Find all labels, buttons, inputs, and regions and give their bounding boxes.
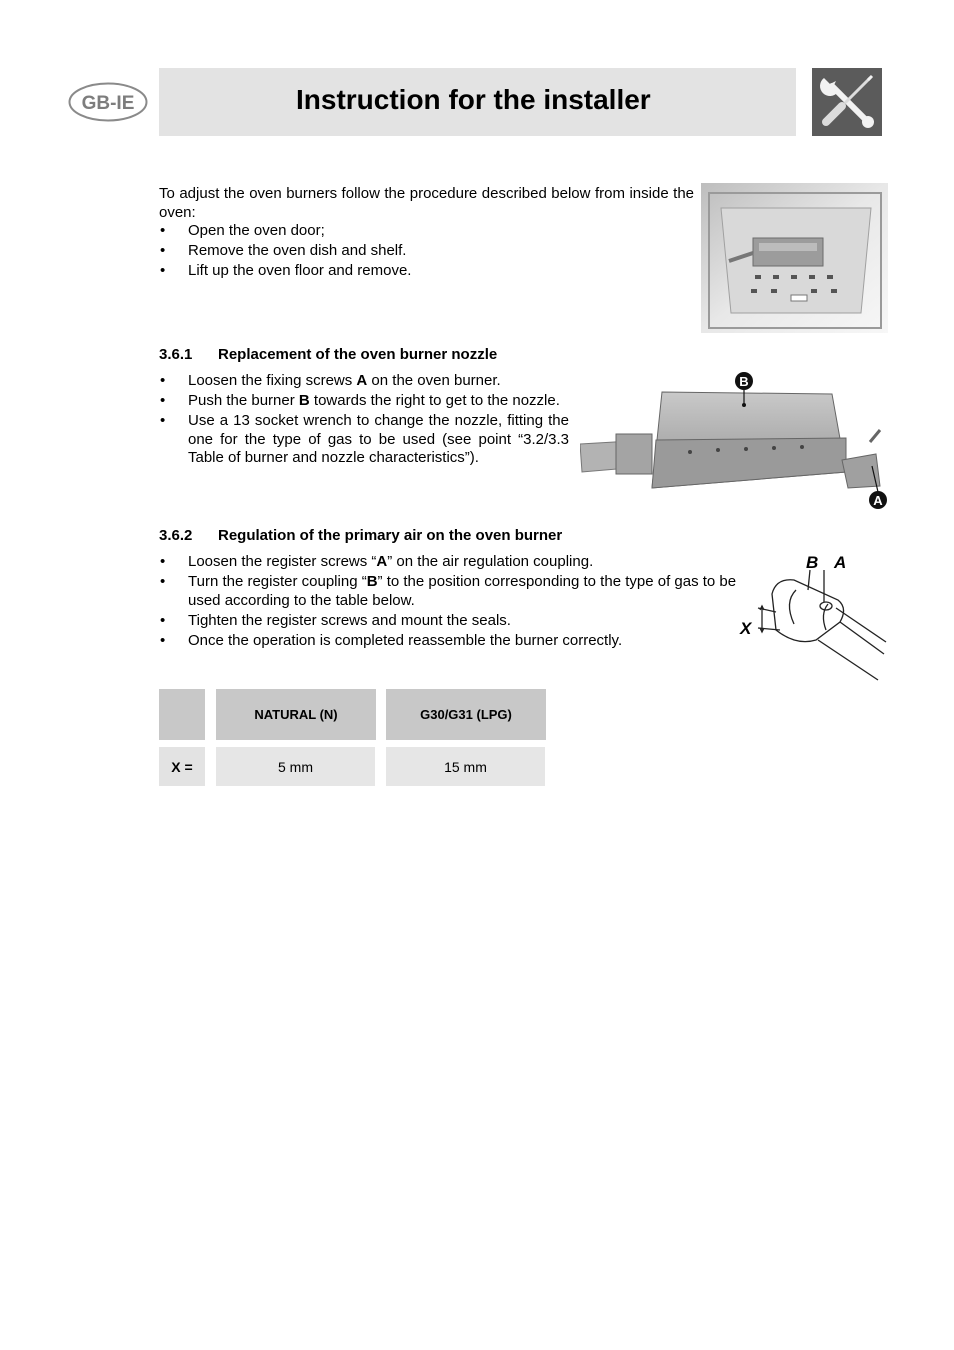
gb-ie-logo — [68, 82, 148, 122]
page-title: Instruction for the installer — [296, 84, 651, 115]
label-b: B — [739, 374, 749, 389]
section-number: 3.6.1 — [159, 346, 193, 363]
list-item: • Loosen the register screws “A” on the air regulation coupling. — [160, 553, 594, 570]
list-item: • Remove the oven dish and shelf. — [160, 242, 407, 259]
oven-interior-photo — [701, 183, 888, 333]
list-item: • Push the burner B towards the right to get to the nozzle. — [160, 392, 560, 409]
label-a: A — [834, 553, 847, 572]
table-cell-natural: 5 mm — [216, 747, 375, 786]
list-item: • Once the operation is completed reassemble the burner correctly. — [160, 631, 623, 649]
list-item: • Loosen the fixing screws A on the oven burner. — [160, 372, 501, 389]
list-item: • Lift up the oven floor and remove. — [160, 262, 412, 279]
label-a: A — [873, 493, 883, 508]
list-item: • Tighten the register screws and mount the seals. — [160, 611, 511, 629]
section-title: Replacement of the oven burner nozzle — [218, 346, 498, 363]
section1-list — [159, 372, 569, 469]
intro-list — [159, 222, 694, 282]
screwdriver-wrench-icon — [812, 68, 882, 136]
table-header-lpg: G30/G31 (LPG) — [386, 689, 546, 740]
label-x: X — [740, 619, 752, 638]
table-row-label: X = — [159, 747, 205, 786]
logo-text: GB-IE — [81, 93, 135, 114]
table-corner — [159, 689, 205, 740]
intro-text: To adjust the oven burners follow the procedure described below from inside the oven: — [159, 185, 694, 221]
list-item: • Open the oven door; — [160, 222, 325, 239]
table-cell-lpg: 15 mm — [386, 747, 545, 786]
table-header-natural: NATURAL (N) — [216, 689, 376, 740]
section-number: 3.6.2 — [159, 527, 193, 544]
oven-burner-photo — [580, 368, 890, 510]
section2-list — [159, 553, 744, 652]
list-item: • Use a 13 socket wrench to change the nozzle, fitting the one for the type of gas to be used (see point “3.2/3.3 Table of burner and nozzle characteristics”). — [160, 412, 569, 466]
air-coupling-diagram — [736, 550, 888, 688]
section-title: Regulation of the primary air on the oven burner — [218, 527, 563, 544]
label-b: B — [806, 553, 819, 572]
list-item: • Turn the register coupling “B” to the position corresponding to the type of gas to be used according to the table below. — [160, 573, 737, 609]
